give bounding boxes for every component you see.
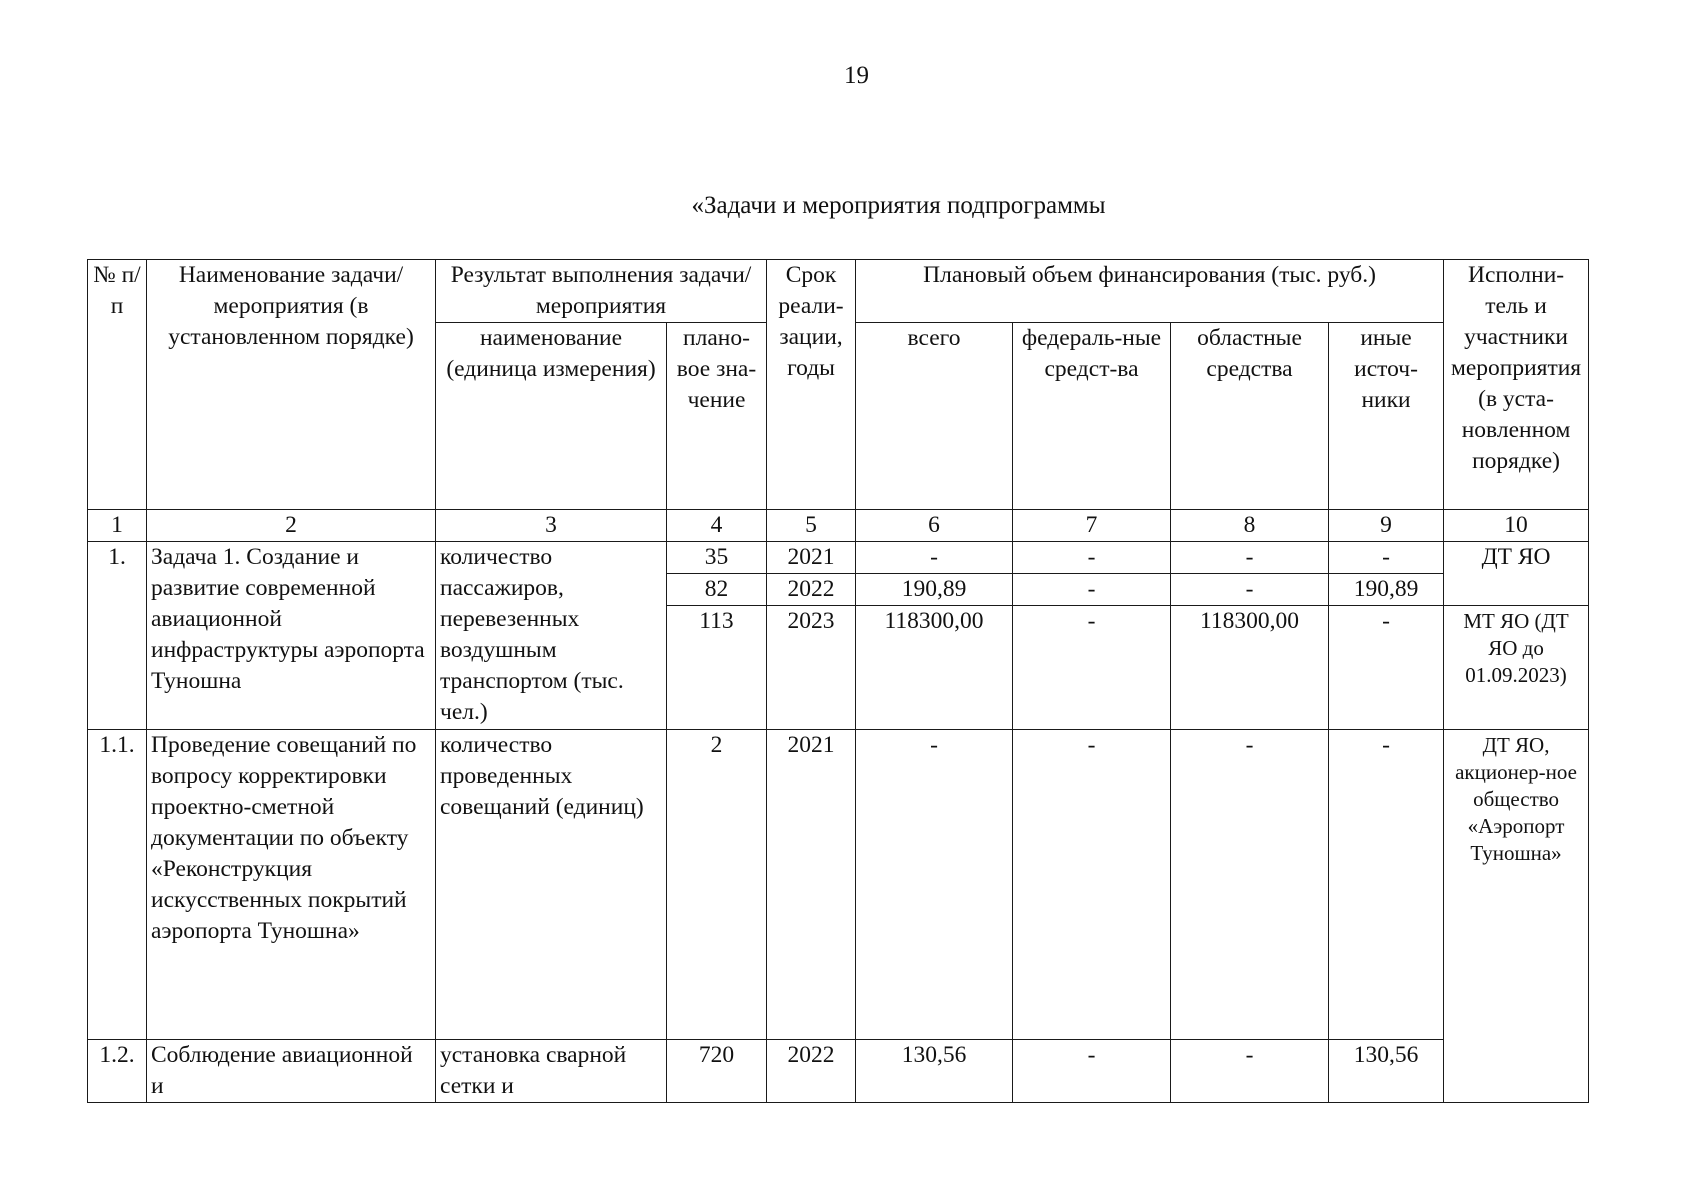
col-num-5: 5 — [767, 510, 856, 542]
year: 2022 — [767, 1040, 856, 1103]
header-number: № п/п — [88, 260, 147, 510]
col-num-10: 10 — [1444, 510, 1589, 542]
planned-value: 720 — [667, 1040, 767, 1103]
executor: ДТ ЯО, акционер-ное общество «Аэропорт Туношна» — [1444, 730, 1589, 1103]
fin-federal: - — [1013, 574, 1171, 606]
col-num-6: 6 — [856, 510, 1013, 542]
col-num-3: 3 — [436, 510, 667, 542]
fin-regional: - — [1171, 574, 1329, 606]
fin-federal: - — [1013, 606, 1171, 730]
header-fin-total: всего — [856, 323, 1013, 510]
year: 2021 — [767, 730, 856, 1040]
column-numbers-row — [88, 510, 1589, 542]
fin-total: 130,56 — [856, 1040, 1013, 1103]
fin-other: - — [1329, 730, 1444, 1040]
planned-value: 2 — [667, 730, 767, 1040]
header-fin-other: иные источ-ники — [1329, 323, 1444, 510]
col-num-4: 4 — [667, 510, 767, 542]
fin-other: - — [1329, 606, 1444, 730]
fin-total: - — [856, 542, 1013, 574]
col-num-9: 9 — [1329, 510, 1444, 542]
fin-regional: - — [1171, 542, 1329, 574]
header-fin-federal: федераль-ные средст-ва — [1013, 323, 1171, 510]
page-number: 19 — [844, 62, 869, 89]
table-row — [88, 1040, 1589, 1103]
fin-federal: - — [1013, 730, 1171, 1040]
executor: ДТ ЯО — [1444, 542, 1589, 606]
header-result-name: наименование (единица измерения) — [436, 323, 667, 510]
result-name: количество пассажиров, перевезенных воздушным транспортом (тыс. чел.) — [436, 542, 667, 730]
col-num-2: 2 — [147, 510, 436, 542]
executor: МТ ЯО (ДТ ЯО до 01.09.2023) — [1444, 606, 1589, 730]
fin-other: 130,56 — [1329, 1040, 1444, 1103]
year: 2023 — [767, 606, 856, 730]
header-result-group: Результат выполнения задачи/мероприятия — [436, 260, 767, 323]
fin-regional: - — [1171, 1040, 1329, 1103]
fin-federal: - — [1013, 1040, 1171, 1103]
row-number: 1. — [88, 542, 147, 730]
header-fin-regional: областные средства — [1171, 323, 1329, 510]
fin-regional: - — [1171, 730, 1329, 1040]
header-term: Срок реали-зации, годы — [767, 260, 856, 510]
row-number: 1.1. — [88, 730, 147, 1040]
result-name: количество проведенных совещаний (единиц) — [436, 730, 667, 1040]
header-task-name: Наименование задачи/ мероприятия (в установленном порядке) — [147, 260, 436, 510]
planned-value: 82 — [667, 574, 767, 606]
task-name: Задача 1. Создание и развитие современной авиационной инфраструктуры аэропорта Туношна — [147, 542, 436, 730]
col-num-1: 1 — [88, 510, 147, 542]
fin-other: 190,89 — [1329, 574, 1444, 606]
subprogram-tasks-table — [87, 259, 1589, 1103]
fin-other: - — [1329, 542, 1444, 574]
table-row — [88, 542, 1589, 574]
fin-total: 190,89 — [856, 574, 1013, 606]
planned-value: 35 — [667, 542, 767, 574]
fin-total: 118300,00 — [856, 606, 1013, 730]
fin-federal: - — [1013, 542, 1171, 574]
header-executor: Исполни-тель и участники мероприятия (в уста-новленном порядке) — [1444, 260, 1589, 510]
year: 2021 — [767, 542, 856, 574]
fin-total: - — [856, 730, 1013, 1040]
table-row — [88, 730, 1589, 1040]
fin-regional: 118300,00 — [1171, 606, 1329, 730]
document-title: «Задачи и мероприятия подпрограммы — [691, 192, 1106, 219]
header-finance-group: Плановый объем финансирования (тыс. руб.) — [856, 260, 1444, 323]
task-name: Соблюдение авиационной и — [147, 1040, 436, 1103]
planned-value: 113 — [667, 606, 767, 730]
row-number: 1.2. — [88, 1040, 147, 1103]
col-num-7: 7 — [1013, 510, 1171, 542]
header-row — [88, 260, 1589, 323]
header-result-value: плано-вое зна-чение — [667, 323, 767, 510]
result-name: установка сварной сетки и — [436, 1040, 667, 1103]
task-name: Проведение совещаний по вопросу корректировки проектно-сметной документации по объекту «Реконструкция искусственных покрытий аэропорта Туношна» — [147, 730, 436, 1040]
year: 2022 — [767, 574, 856, 606]
col-num-8: 8 — [1171, 510, 1329, 542]
